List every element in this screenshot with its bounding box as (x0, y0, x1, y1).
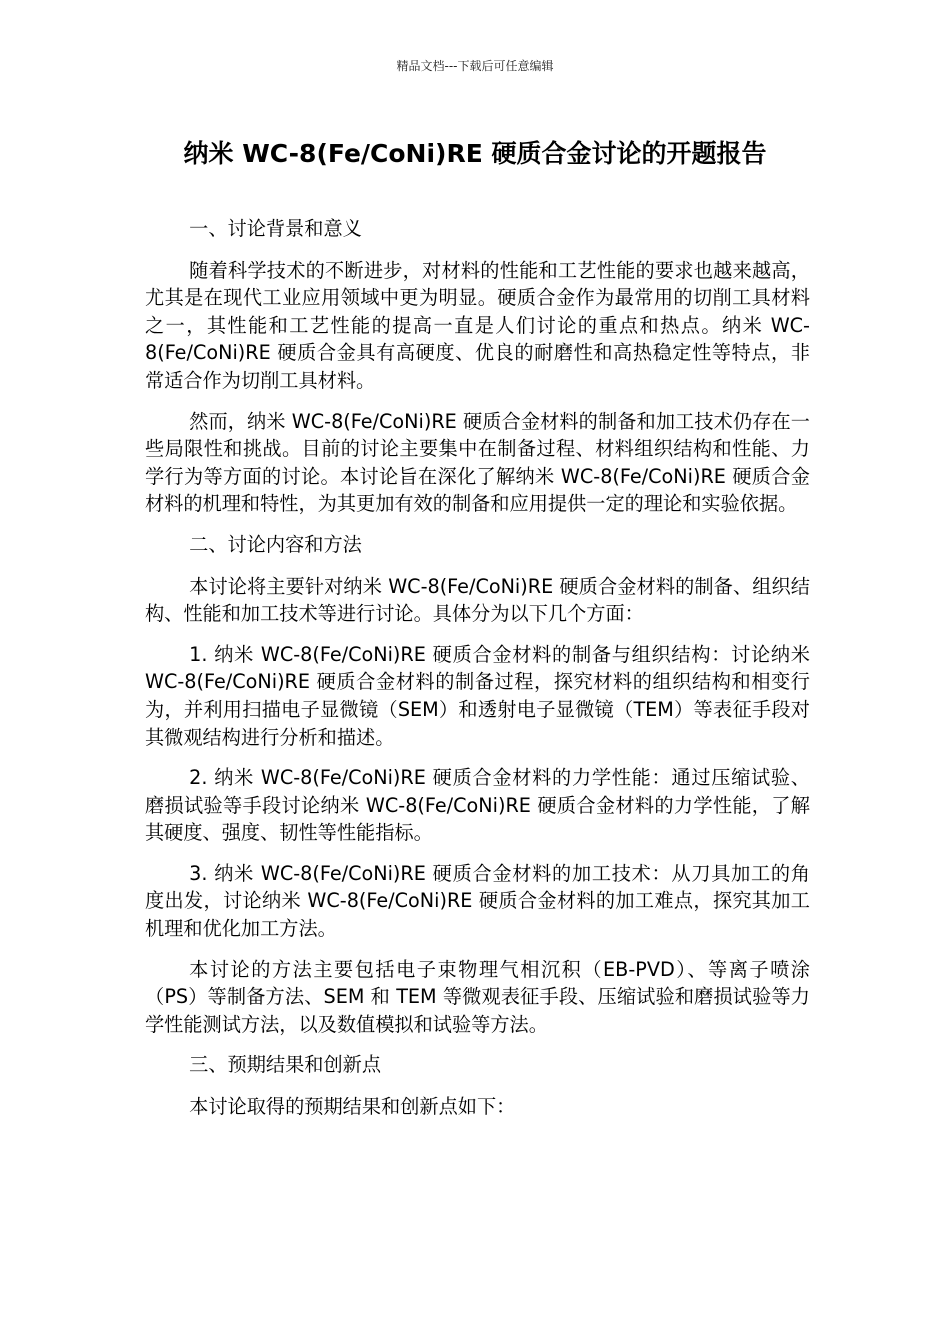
document-title: 纳米 WC-8(Fe/CoNi)RE 硬质合金讨论的开题报告 (183, 139, 767, 168)
paragraph-background-1: 随着科学技术的不断进步，对材料的性能和工艺性能的要求也越来越高，尤其是在现代工业应用领域中更为明显。硬质合金作为最常用的切削工具材料之一，其性能和工艺性能的提高一直是人们讨论的重点和热点。纳米 WC-8(Fe/CoNi)RE 硬质合金具有高硬度、优良的耐磨性和高热稳定性等特点，非常适合作为切削工具材料。 (145, 258, 810, 392)
paragraph-expected-results-intro: 本讨论取得的预期结果和创新点如下： (189, 1095, 516, 1119)
paragraph-methods: 本讨论的方法主要包括电子束物理气相沉积（EB-PVD）、等离子喷涂（PS）等制备方法、SEM 和 TEM 等微观表征手段、压缩试验和磨损试验等力学性能测试方法，以及数值模拟和试验等方法。 (145, 957, 810, 1036)
page-header: 精品文档---下载后可任意编辑 (396, 59, 554, 73)
section-heading-background: 一、讨论背景和意义 (189, 217, 362, 240)
list-item-mechanical-properties: 2. 纳米 WC-8(Fe/CoNi)RE 硬质合金材料的力学性能：通过压缩试验、磨损试验等手段讨论纳米 WC-8(Fe/CoNi)RE 硬质合金材料的力学性能，了解其硬度、强度、韧性等性能指标。 (145, 766, 810, 845)
paragraph-content-intro: 本讨论将主要针对纳米 WC-8(Fe/CoNi)RE 硬质合金材料的制备、组织结构、性能和加工技术等进行讨论。具体分为以下几个方面： (145, 574, 810, 626)
section-heading-expected-results: 三、预期结果和创新点 (189, 1053, 382, 1077)
list-item-machining-technology: 3. 纳米 WC-8(Fe/CoNi)RE 硬质合金材料的加工技术：从刀具加工的角度出发，讨论纳米 WC-8(Fe/CoNi)RE 硬质合金材料的加工难点，探究其加工机理和优化加工方法。 (145, 861, 810, 941)
document-body (145, 215, 810, 1134)
paragraph-background-2: 然而，纳米 WC-8(Fe/CoNi)RE 硬质合金材料的制备和加工技术仍存在一些局限性和挑战。目前的讨论主要集中在制备过程、材料组织结构和性能、力学行为等方面的讨论。本讨论旨在深化了解纳米 WC-8(Fe/CoNi)RE 硬质合金材料的机理和特性，为其更加有效的制备和应用提供一定的理论和实验依据。 (145, 409, 810, 516)
section-heading-content-methods: 二、讨论内容和方法 (189, 532, 362, 556)
list-item-preparation-structure: 1. 纳米 WC-8(Fe/CoNi)RE 硬质合金材料的制备与组织结构：讨论纳米 WC-8(Fe/CoNi)RE 硬质合金材料的制备过程，探究材料的组织结构和相变行为，并利用扫描电子显微镜（SEM）和透射电子显微镜（TEM）等表征手段对其微观结构进行分析和描述。 (145, 642, 810, 749)
